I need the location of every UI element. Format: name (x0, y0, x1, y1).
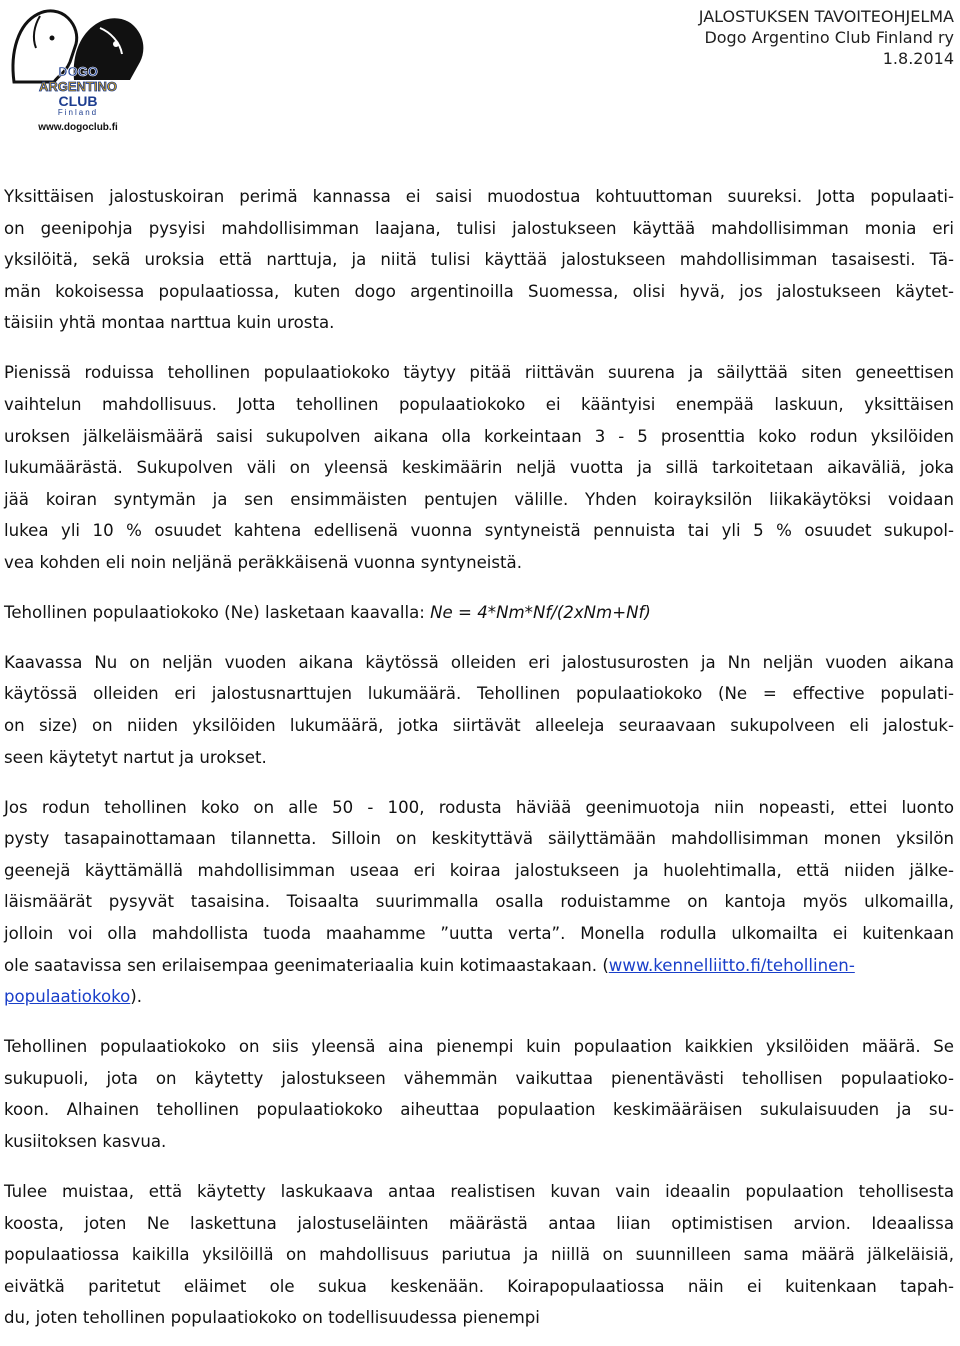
text-line: lukumäärästä. Sukupolven väli on yleensä keskimäärin neljä vuotta ja sillä tarkoitetaan aikaväliä, joka (4, 458, 954, 478)
paragraph-1 (4, 181, 954, 339)
text-line: eivätkä paritetut eläimet ole sukua keskenään. Koirapopulaatiossa näin ei kuitenkaan tapah- (4, 1276, 954, 1296)
logo-text-2: ARGENTINO (39, 79, 117, 94)
text-fragment: ole saatavissa sen erilaisempaa geenimateriaalia kuin kotimaastakaan. ( (4, 955, 609, 975)
paragraph-2 (4, 357, 954, 578)
paragraph-5 (4, 792, 954, 1013)
text-line: lukea yli 10 % osuudet kahtena edellisenä vuonna syntyneistä pennuista tai yli 5 % osuudet sukupol- (4, 521, 954, 541)
text-line: vaihtelun mahdollisuus. Jotta tehollinen populaatiokoko ei kääntyisi enempää laskuun, yksittäisen (4, 394, 954, 414)
text-line: Jos rodun tehollinen koko on alle 50 - 100, rodusta häviää geenimuotoja niin nopeasti, ettei luonto (4, 797, 954, 817)
text-line: du, joten tehollinen populaatiokoko on todellisuudessa pienempi (4, 1308, 540, 1328)
formula-line (4, 597, 954, 629)
paragraph-7 (4, 1176, 954, 1334)
paragraph-6 (4, 1031, 954, 1157)
text-fragment: ). (130, 987, 143, 1007)
club-logo (4, 2, 152, 134)
text-line: läismäärät pysyvät tasaisina. Toisaalta suurimmalla osalla roduistamme on kantoja myös ulkomailla, (4, 892, 954, 912)
text-line: Pienissä roduissa tehollinen populaatiokoko täytyy pitää riittävän suurena ja säilyttää siten geneettisen (4, 363, 954, 383)
text-line: vea kohden eli noin neljänä peräkkäisenä vuonna syntyneistä. (4, 552, 523, 572)
text-line: kusiitoksen kasvua. (4, 1131, 167, 1151)
organization-name: Dogo Argentino Club Finland ry (704, 28, 954, 47)
text-line (4, 981, 954, 1013)
text-line: Yksittäisen jalostuskoiran perimä kannassa ei saisi muodostua kohtuuttoman suureksi. Jotta populaati- (4, 187, 954, 206)
document-date: 1.8.2014 (882, 49, 954, 68)
text-line (4, 950, 954, 982)
text-line: Kaavassa Nu on neljän vuoden aikana käytössä olleiden eri jalostusurosten ja Nn neljän vuoden aikana (4, 652, 954, 672)
logo-text-4: Finland (57, 108, 99, 117)
paragraph-4 (4, 647, 954, 773)
document-header (699, 6, 954, 69)
text-line: seen käytetyt nartut ja urokset. (4, 747, 267, 767)
text-line: populaatiossa kaikilla yksilöillä on mahdollisuus pariutua ja niillä on suunnilleen sama määrä jälkeläisiä, (4, 1245, 954, 1265)
text-line: on geenipohja pysyisi mahdollisimman laajana, tulisi jalostukseen käyttää mahdollisimman monia eri (4, 218, 954, 238)
text-line: geenejä käyttämällä mahdollisimman useaa eri koiraa jalostukseen ja huolehtimalla, että niiden jälke- (4, 860, 954, 880)
formula-intro: Tehollinen populaatiokoko (Ne) lasketaan kaavalla: (4, 602, 431, 622)
text-line: koosta, joten Ne laskettuna jalostuseläinten määrästä antaa liian optimistisen arvion. Ideaalissa (4, 1213, 954, 1233)
text-line: jolloin voi olla mahdollista tuoda maahamme ”uutta verta”. Monella rodulla ulkomailta ei kuitenkaan (4, 924, 954, 944)
logo-text-3: CLUB (58, 93, 98, 109)
document-title: JALOSTUKSEN TAVOITEOHJELMA (698, 7, 954, 26)
text-line: sukupuoli, jota on käytetty jalostukseen vähemmän vaikuttaa pienentävästi tehollisen populaatioko- (4, 1068, 954, 1088)
document-body (4, 181, 954, 1334)
text-line: pysty tasapainottamaan tilannetta. Silloin on keskityttävä säilyttämään mahdollisimman monen yksilön (4, 829, 954, 849)
logo-text-1: DOGO (58, 64, 98, 79)
text-line: koon. Alhainen tehollinen populaatiokoko aiheuttaa populaation keskimääräisen sukulaisuuden ja su- (4, 1100, 954, 1120)
text-line: on size) on niiden yksilöiden lukumäärä, jotka siirtävät alleeleja seuraavaan sukupolveen eli jalostuk- (4, 716, 954, 736)
text-line: Tulee muistaa, että käytetty laskukaava antaa realistisen kuvan vain ideaalin populaation tehollisesta (4, 1181, 954, 1201)
text-line: käytössä olleiden eri jalostusnarttujen lukumäärä. Tehollinen populaatiokoko (Ne = effective populati- (4, 684, 954, 704)
text-line: jää koiran syntymän ja sen ensimmäisten pentujen välille. Yhden koirayksilön liikakäytöksi voidaan (4, 489, 954, 509)
paragraph-formula (4, 597, 954, 629)
logo-url: www.dogoclub.fi (38, 122, 118, 133)
two-dog-heads-logo-icon (4, 2, 152, 134)
kennelliitto-link-continued[interactable]: populaatiokoko (4, 987, 131, 1007)
text-line: Tehollinen populaatiokoko on siis yleensä aina pienempi kuin populaation kaikkien yksilöiden määrä. Se (4, 1037, 954, 1057)
text-line: täisiin yhtä montaa narttua kuin urosta. (4, 313, 335, 333)
ne-formula: Ne = 4*Nm*Nf/(2xNm+Nf) (430, 602, 651, 622)
text-line: yksilöitä, sekä uroksia että narttuja, ja niitä tulisi käyttää jalostukseen mahdollisimman tasaisesti. Tä- (4, 250, 954, 270)
text-line: uroksen jälkeläismäärä saisi sukupolven aikana olla korkeintaan 3 - 5 prosenttia koko rodun yksilöiden (4, 426, 954, 446)
kennelliitto-link[interactable]: www.kennelliitto.fi/tehollinen- (608, 955, 855, 975)
text-line: män kokoisessa populaatiossa, kuten dogo argentinoilla Suomessa, olisi hyvä, jos jalostukseen käytet- (4, 281, 954, 301)
